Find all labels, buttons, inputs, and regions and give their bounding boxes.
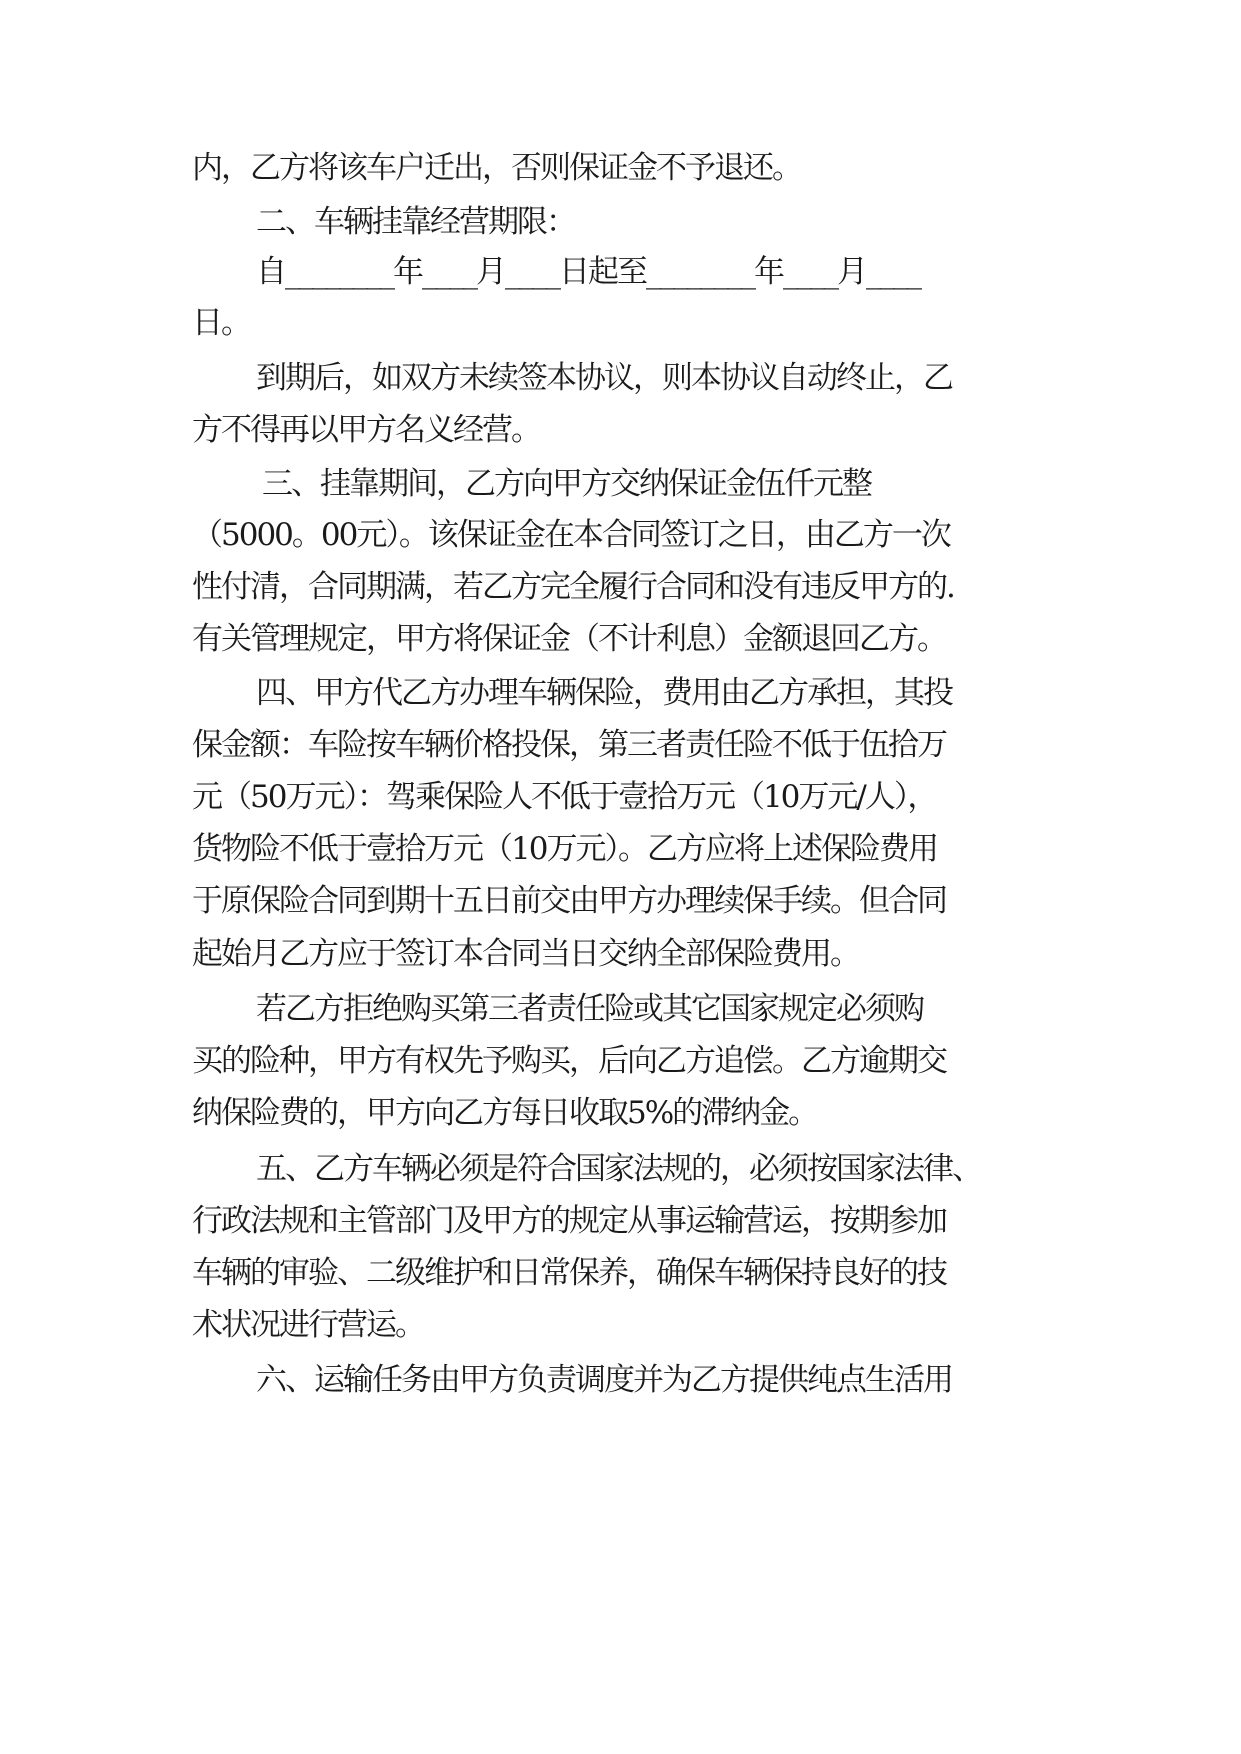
text-line: 起始月乙方应于签订本合同当日交纳全部保险费用。 [192, 936, 859, 972]
text-line: 保金额：车险按车辆价格投保，第三者责任险不低于伍拾万 [192, 727, 946, 763]
text-line: （5000。00元）。该保证金在本合同签订之日，由乙方一次 [192, 517, 950, 553]
text-line: 方不得再以甲方名义经营。 [192, 412, 540, 448]
text-line: 到期后，如双方未续签本协议，则本协议自动终止，乙 [256, 360, 952, 396]
text-line: 六、运输任务由甲方负责调度并为乙方提供纯点生活用 [256, 1362, 952, 1398]
text-line: 内，乙方将该车户迁出，否则保证金不予退还。 [192, 150, 801, 186]
text-line: 有关管理规定，甲方将保证金（不计利息）金额退回乙方。 [192, 621, 946, 657]
text-line: 日。 [192, 305, 250, 341]
text-line: 元（50万元）：驾乘保险人不低于壹拾万元（10万元/人）， [192, 779, 937, 815]
section-heading: 二、车辆挂靠经营期限： [256, 204, 575, 240]
text-line: 若乙方拒绝购买第三者责任险或其它国家规定必须购 [256, 991, 923, 1027]
text-line: 四、甲方代乙方办理车辆保险，费用由乙方承担，其投 [256, 675, 952, 711]
text-line: 五、乙方车辆必须是符合国家法规的，必须按国家法律、 [256, 1151, 981, 1187]
text-line: 货物险不低于壹拾万元（10万元）。乙方应将上述保险费用 [192, 831, 937, 867]
text-line: 性付清，合同期满，若乙方完全履行合同和没有违反甲方的. [192, 569, 954, 605]
text-line: 纳保险费的，甲方向乙方每日收取5%的滞纳金。 [192, 1095, 818, 1131]
text-line: 车辆的审验、二级维护和日常保养，确保车辆保持良好的技 [192, 1255, 946, 1291]
text-line: 行政法规和主管部门及甲方的规定从事运输营运，按期参加 [192, 1203, 946, 1239]
text-line: 三、挂靠期间，乙方向甲方交纳保证金伍仟元整 [262, 466, 871, 502]
text-line: 买的险种，甲方有权先予购买，后向乙方追偿。乙方逾期交 [192, 1043, 946, 1079]
text-line: 自________年____月____日起至________年____月____ [256, 254, 920, 290]
text-line: 于原保险合同到期十五日前交由甲方办理续保手续。但合同 [192, 883, 946, 919]
text-line: 术状况进行营运。 [192, 1307, 424, 1343]
